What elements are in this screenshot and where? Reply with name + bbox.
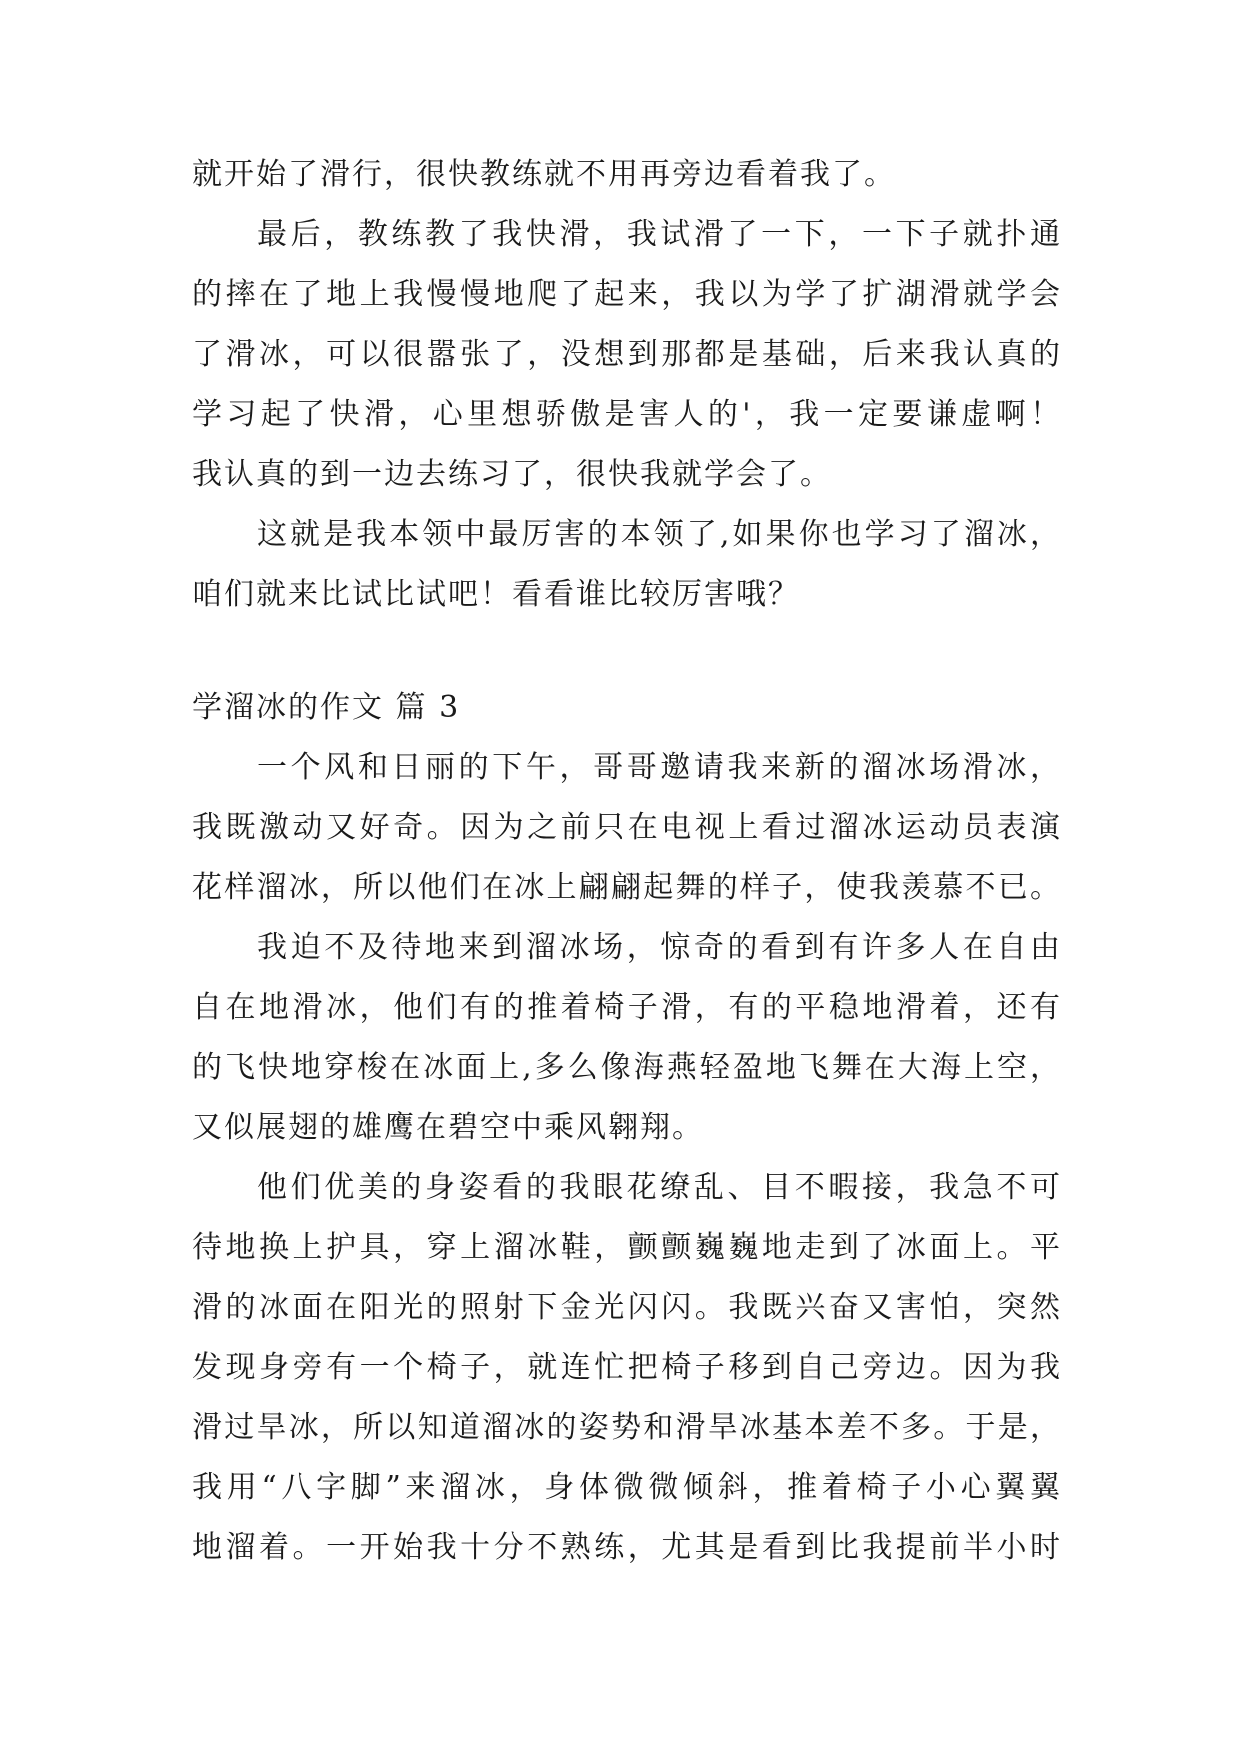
paragraph-line: 自在地滑冰，他们有的推着椅子滑，有的平稳地滑着，还有 [192, 990, 1062, 1025]
paragraph-line: 的摔在了地上我慢慢地爬了起来，我以为学了扩湖滑就学会 [192, 277, 1062, 312]
essay-block-2 [192, 678, 1062, 1578]
paragraph-line: 的飞快地穿梭在冰面上,多么像海燕轻盈地飞舞在大海上空， [192, 1050, 1062, 1085]
paragraph-line: 咱们就来比试比试吧！看看谁比较厉害哦？ [192, 577, 800, 612]
paragraph-line: 发现身旁有一个椅子，就连忙把椅子移到自己旁边。因为我 [192, 1350, 1062, 1385]
paragraph-line: 一个风和日丽的下午，哥哥邀请我来新的溜冰场滑冰， [257, 750, 1062, 785]
essay-block-1 [192, 145, 1062, 625]
paragraph-line: 他们优美的身姿看的我眼花缭乱、目不暇接，我急不可 [257, 1170, 1062, 1205]
paragraph-line: 了滑冰，可以很嚣张了，没想到那都是基础，后来我认真的 [192, 337, 1062, 372]
paragraph-line: 花样溜冰，所以他们在冰上翩翩起舞的样子，使我羡慕不已。 [192, 870, 1062, 905]
paragraph-line: 就开始了滑行，很快教练就不用再旁边看着我了。 [192, 157, 896, 192]
paragraph-line: 我用“八字脚”来溜冰，身体微微倾斜，推着椅子小心翼翼 [192, 1470, 1062, 1505]
paragraph-line: 最后，教练教了我快滑，我试滑了一下，一下子就扑通 [257, 217, 1062, 252]
paragraph-line: 又似展翅的雄鹰在碧空中乘风翱翔。 [192, 1110, 704, 1145]
paragraph-line: 我既激动又好奇。因为之前只在电视上看过溜冰运动员表演 [192, 810, 1062, 845]
paragraph-line: 滑过旱冰，所以知道溜冰的姿势和滑旱冰基本差不多。于是， [192, 1410, 1062, 1445]
paragraph-line: 这就是我本领中最厉害的本领了,如果你也学习了溜冰， [257, 517, 1062, 552]
paragraph-line: 待地换上护具，穿上溜冰鞋，颤颤巍巍地走到了冰面上。平 [192, 1230, 1062, 1265]
paragraph-line: 学习起了快滑，心里想骄傲是害人的'，我一定要谦虚啊！ [192, 397, 1062, 432]
paragraph-line: 滑的冰面在阳光的照射下金光闪闪。我既兴奋又害怕，突然 [192, 1290, 1062, 1325]
paragraph-line: 我迫不及待地来到溜冰场，惊奇的看到有许多人在自由 [257, 930, 1062, 965]
section-title: 学溜冰的作文 篇 3 [192, 690, 461, 725]
paragraph-line: 地溜着。一开始我十分不熟练，尤其是看到比我提前半小时 [192, 1530, 1062, 1565]
paragraph-line: 我认真的到一边去练习了，很快我就学会了。 [192, 457, 832, 492]
